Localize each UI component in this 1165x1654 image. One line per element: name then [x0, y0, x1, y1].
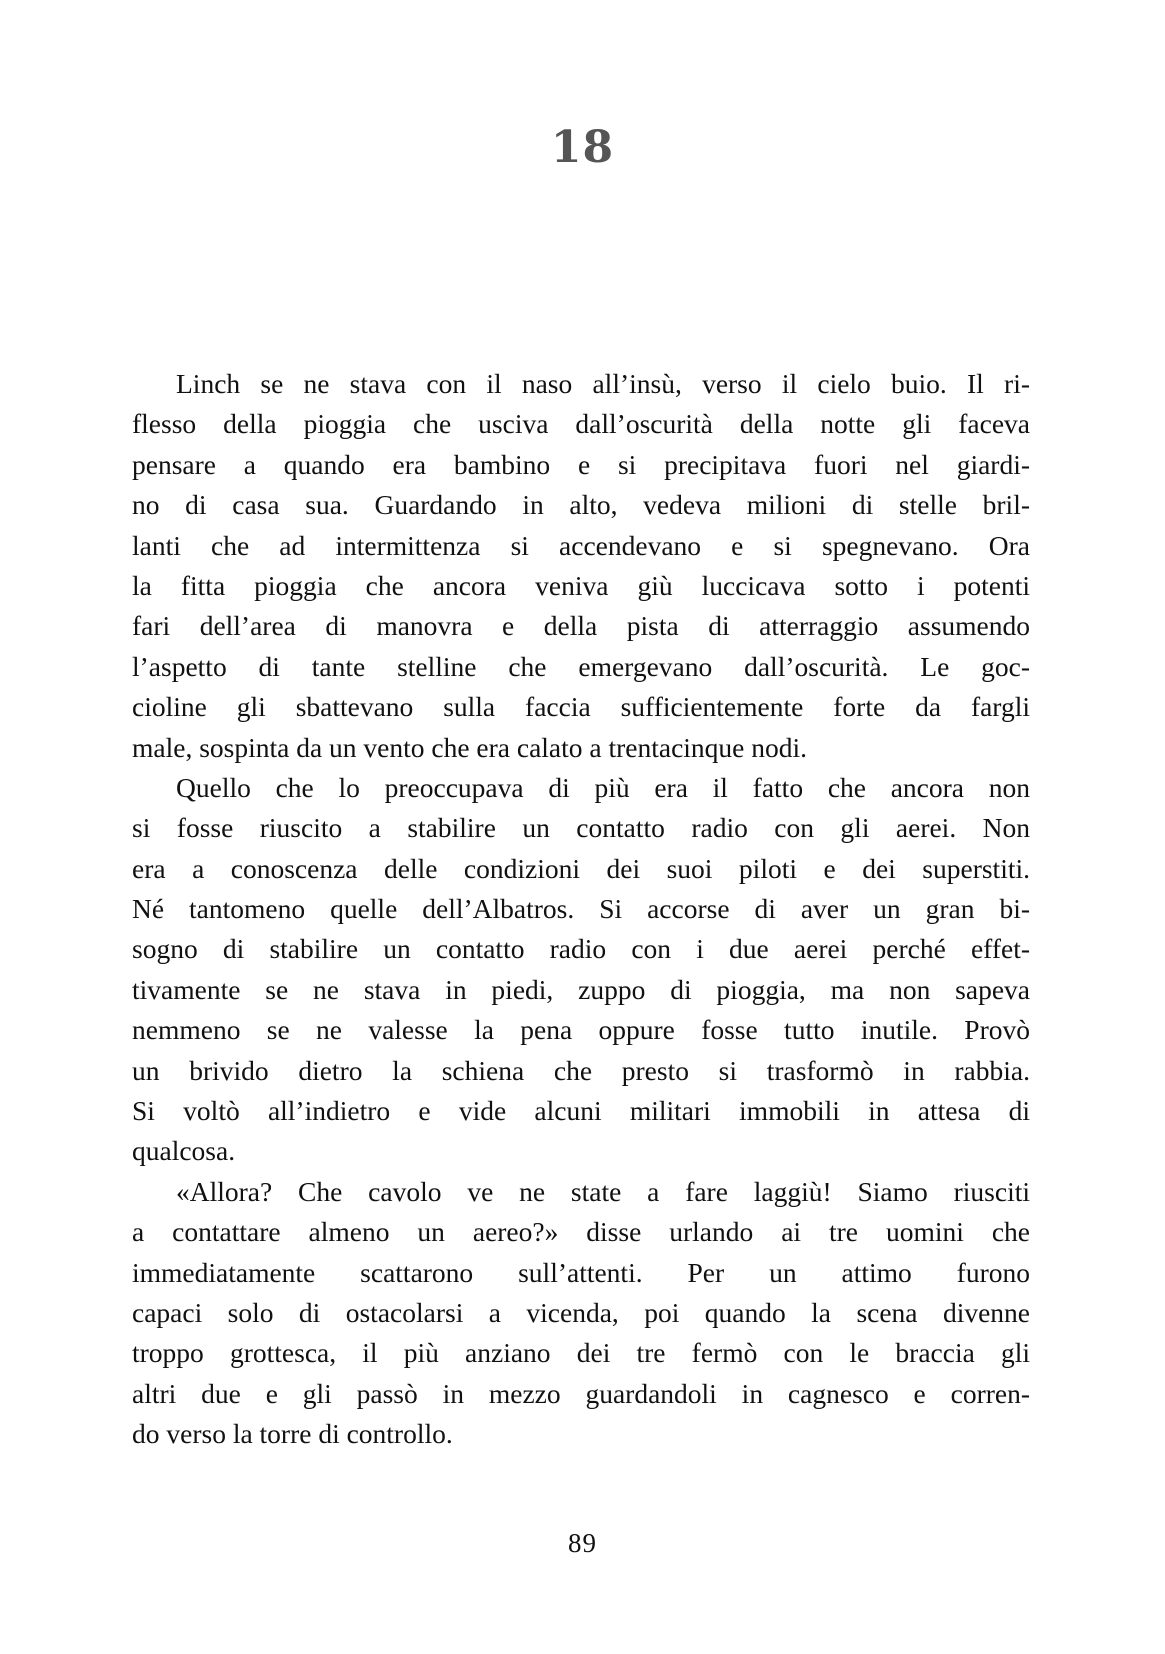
paragraph — [132, 768, 1030, 1172]
text-line: era a conoscenza delle condizioni dei suoi piloti e dei superstiti. — [132, 852, 1030, 884]
text-line: a contattare almeno un aereo?» disse urlando ai tre uomini che — [132, 1216, 1030, 1248]
text-line: la fitta pioggia che ancora veniva giù luccicava sotto i potenti — [132, 569, 1030, 601]
chapter-number: 18 — [550, 122, 615, 173]
text-line: Né tantomeno quelle dell’Albatros. Si accorse di aver un gran bi- — [132, 893, 1030, 925]
text-line: immediatamente scattarono sull’attenti. Per un attimo furono — [132, 1256, 1030, 1288]
text-line: altri due e gli passò in mezzo guardandoli in cagnesco e corren- — [132, 1377, 1030, 1409]
paragraph — [132, 364, 1030, 768]
text-line: qualcosa. — [132, 1135, 236, 1167]
text-line: cioline gli sbattevano sulla faccia sufficientemente forte da fargli — [132, 691, 1030, 723]
text-line: «Allora? Che cavolo ve ne state a fare laggiù! Siamo riusciti — [176, 1175, 1030, 1207]
text-line: lanti che ad intermittenza si accendevano e si spegnevano. Ora — [132, 529, 1030, 561]
text-line: pensare a quando era bambino e si precipitava fuori nel giardi- — [132, 448, 1030, 480]
text-line: no di casa sua. Guardando in alto, vedeva milioni di stelle bril- — [132, 489, 1030, 521]
text-line: Quello che lo preoccupava di più era il fatto che ancora non — [176, 771, 1030, 803]
text-line: si fosse riuscito a stabilire un contatto radio con gli aerei. Non — [132, 812, 1030, 844]
text-line: Si voltò all’indietro e vide alcuni militari immobili in attesa di — [132, 1095, 1030, 1127]
text-line: Linch se ne stava con il naso all’insù, verso il cielo buio. Il ri- — [176, 368, 1030, 399]
text-line: l’aspetto di tante stelline che emergevano dall’oscurità. Le goc- — [132, 650, 1030, 682]
text-line: flesso della pioggia che usciva dall’oscurità della notte gli faceva — [132, 408, 1030, 440]
text-line: sogno di stabilire un contatto radio con i due aerei perché effet- — [132, 933, 1030, 965]
text-line: troppo grottesca, il più anziano dei tre fermò con le braccia gli — [132, 1337, 1030, 1369]
body-text — [132, 364, 1030, 1455]
paragraph — [132, 1172, 1030, 1455]
text-line: fari dell’area di manovra e della pista di atterraggio assumendo — [132, 610, 1030, 642]
text-line: capaci solo di ostacolarsi a vicenda, poi quando la scena divenne — [132, 1296, 1030, 1328]
page-number: 89 — [568, 1528, 597, 1558]
text-line: do verso la torre di controllo. — [132, 1418, 453, 1450]
text-line: nemmeno se ne valesse la pena oppure fosse tutto inutile. Provò — [132, 1014, 1030, 1046]
text-line: un brivido dietro la schiena che presto si trasformò in rabbia. — [132, 1054, 1030, 1086]
text-line: tivamente se ne stava in piedi, zuppo di pioggia, ma non sapeva — [132, 973, 1030, 1005]
text-line: male, sospinta da un vento che era calato a trentacinque nodi. — [132, 731, 808, 763]
